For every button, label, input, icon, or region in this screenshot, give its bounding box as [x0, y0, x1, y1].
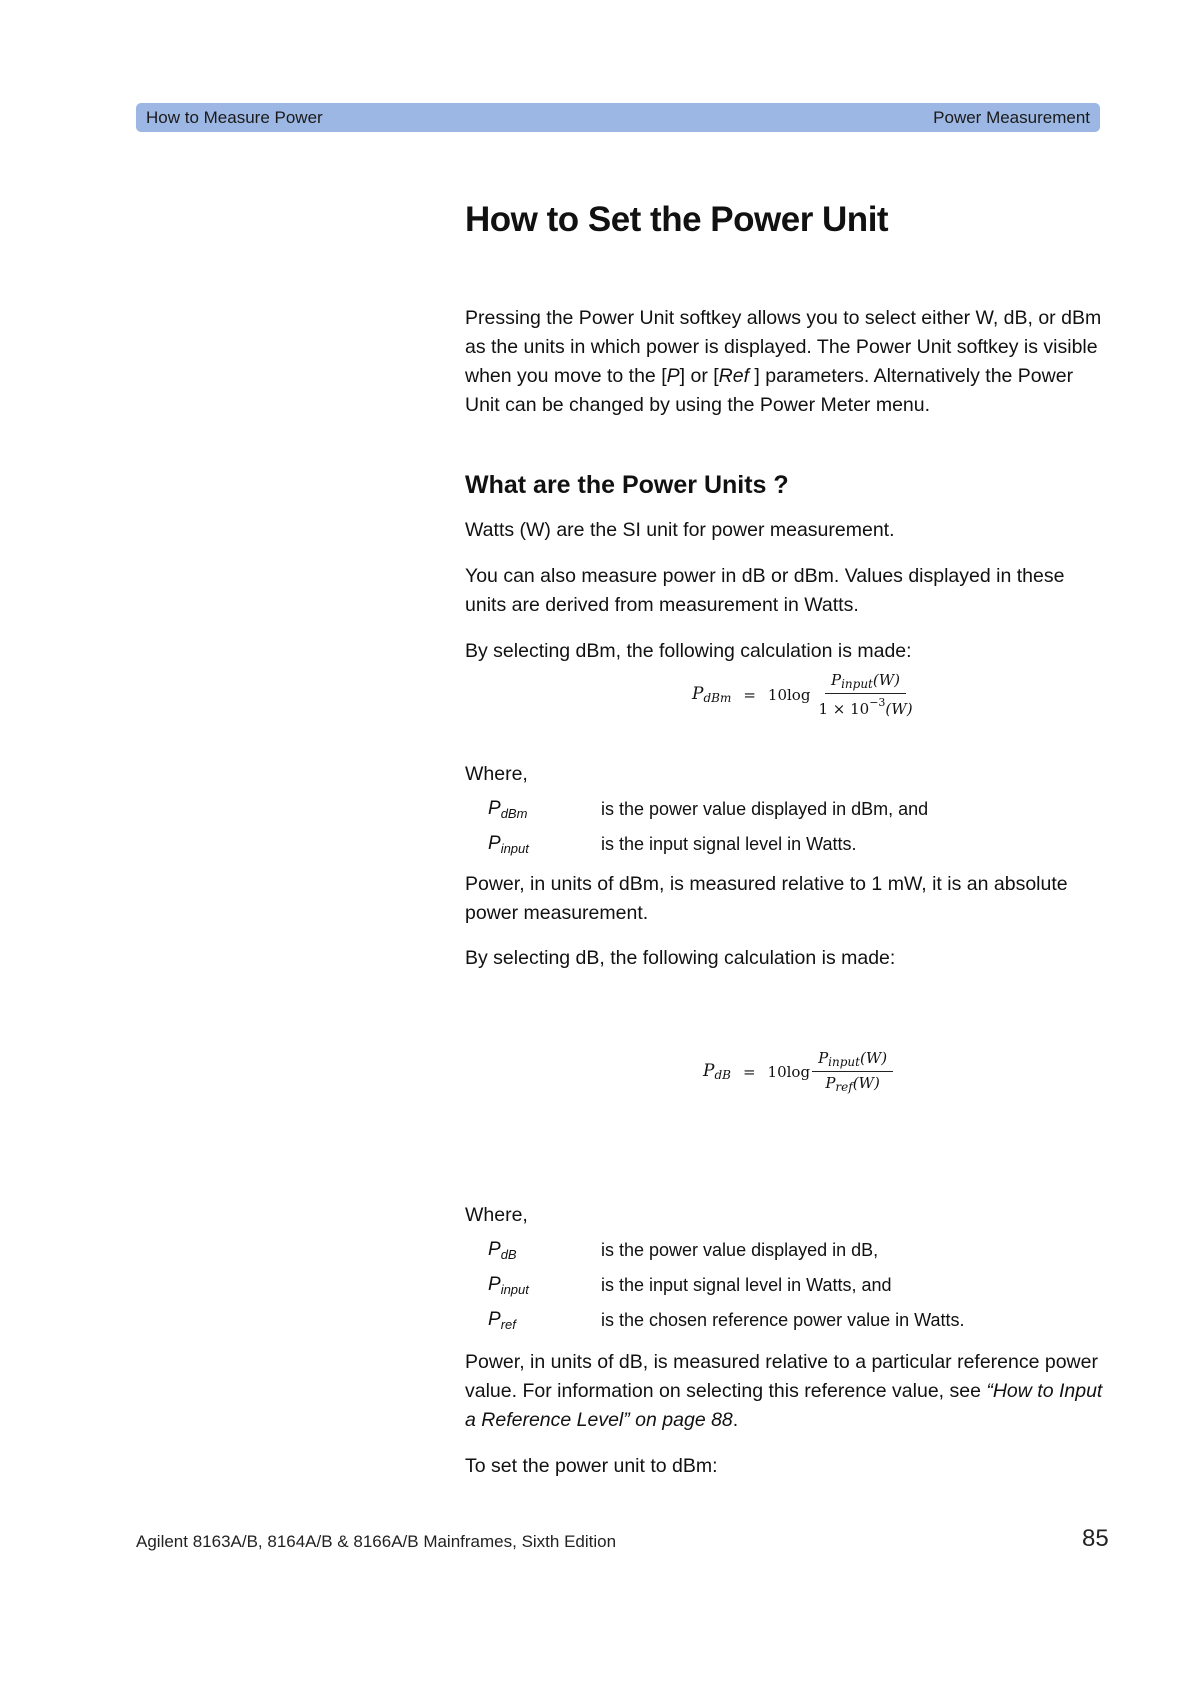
intro-paragraph: Pressing the Power Unit softkey allows you to select either W, dB, or dBm as the units in which power is displayed. The Power Unit softkey is visible when you move to the [P] or [Ref ] parameters. Alternatively the Power Unit can be changed by using the Power Meter menu.	[465, 307, 1102, 416]
where-row	[488, 827, 928, 862]
eq2-lhs: $P_{dB}$	[703, 1061, 731, 1082]
symbol-description: is the power value displayed in dB,	[601, 1240, 879, 1260]
symbol-description: is the input signal level in Watts.	[601, 834, 857, 854]
paragraph-db-calc: By selecting dB, the following calculation is made:	[465, 947, 896, 969]
symbol: $P_{dBm}$	[488, 798, 528, 821]
eq1-fraction: $\frac{P_{input}(W)}{1 \times 10^{-3}(W)}$	[818, 671, 913, 718]
symbol: $P_{input}$	[488, 1274, 529, 1297]
where-table-2	[488, 1233, 965, 1338]
symbol: $P_{dB}$	[488, 1239, 517, 1262]
where-label-1: Where,	[465, 763, 528, 785]
where-table-1	[488, 792, 928, 862]
where-row	[488, 1233, 965, 1268]
header-chapter-title: How to Measure Power	[146, 108, 323, 127]
page-number: 85	[1082, 1525, 1109, 1552]
param-p: P	[666, 365, 680, 387]
eq1-lhs: $P_{dBm}$	[692, 684, 732, 705]
symbol: $P_{ref}$	[488, 1309, 516, 1332]
symbol-description: is the chosen reference power value in Watts.	[601, 1310, 965, 1330]
page-title: How to Set the Power Unit	[465, 200, 889, 239]
where-row	[488, 792, 928, 827]
section-heading: What are the Power Units ?	[465, 471, 789, 499]
equation-dbm: $P_{dBm}$ = 10log $\frac{P_{input}(W)}{1 \times 10^{-3}(W)}$	[692, 671, 919, 718]
symbol-description: is the power value displayed in dBm, and	[601, 799, 929, 819]
where-label-2: Where,	[465, 1204, 528, 1226]
footer-manual-title: Agilent 8163A/B, 8164A/B & 8166A/B Mainframes, Sixth Edition	[136, 1532, 617, 1551]
cross-reference-link[interactable]: “How to Input a Reference Level” on page 88	[465, 1380, 1103, 1431]
eq2-fraction: $\frac{P_{input}(W)}{P_{ref}(W)}$	[812, 1049, 893, 1094]
paragraph-db-dbm: You can also measure power in dB or dBm. Values displayed in these units are derived from measurement in Watts.	[465, 565, 1065, 616]
equation-db: $P_{dB}$ = 10log $\frac{P_{input}(W)}{P_{ref}(W)}$	[703, 1049, 893, 1094]
symbol: $P_{input}$	[488, 833, 529, 856]
paragraph-set-unit: To set the power unit to dBm:	[465, 1455, 718, 1477]
running-header	[136, 103, 1100, 132]
param-ref: Ref	[718, 365, 755, 387]
symbol-description: is the input signal level in Watts, and	[601, 1275, 892, 1295]
header-section-title: Power Measurement	[933, 108, 1090, 127]
where-row	[488, 1303, 965, 1338]
where-row	[488, 1268, 965, 1303]
paragraph-dbm-calc: By selecting dBm, the following calculation is made:	[465, 640, 912, 662]
paragraph-db-relative: Power, in units of dB, is measured relative to a particular reference power value. For information on selecting this reference value, see “How to Input a Reference Level” on page 88.	[465, 1351, 1103, 1431]
paragraph-dbm-absolute: Power, in units of dBm, is measured relative to 1 mW, it is an absolute power measurement.	[465, 873, 1068, 924]
paragraph-watts: Watts (W) are the SI unit for power measurement.	[465, 519, 895, 541]
